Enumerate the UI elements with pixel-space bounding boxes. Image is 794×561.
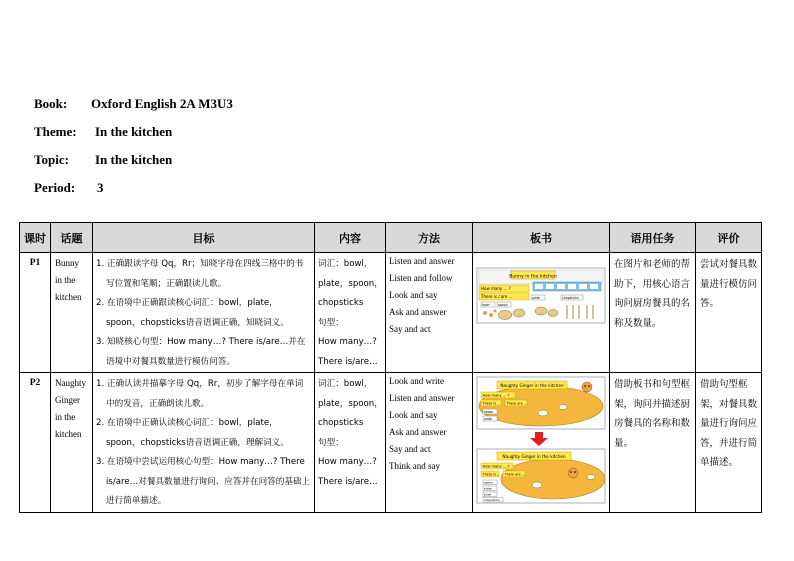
topic-line: Ginger <box>55 395 80 405</box>
board-image-p2 <box>473 373 609 507</box>
method-item: Look and say <box>389 410 438 420</box>
row-goals <box>93 373 315 513</box>
method-item: Listen and answer <box>389 393 455 403</box>
header-period: 课时 <box>20 223 51 253</box>
book-value: Oxford English 2A M3U3 <box>91 96 233 111</box>
header-board: 板书 <box>473 223 610 253</box>
topic-line: kitchen <box>55 292 82 302</box>
method-item: Listen and follow <box>389 273 453 283</box>
topic-line: in the <box>55 275 76 285</box>
table-header-row <box>20 223 762 253</box>
method-item: Say and act <box>389 444 431 454</box>
row-methods <box>386 373 473 513</box>
goal-item: 2. 在语境中正确认读核心词汇：bowl，plate，spoon，chopsticks语音语调正确，理解词义。 <box>96 418 289 448</box>
arrow-down-icon <box>530 432 548 446</box>
table-row <box>20 373 762 513</box>
goal-item: 1. 正确跟读字母 Qq，Rr；知晓字母在四线三格中的书写位置和笔顺；正确跟读儿歌。 <box>96 259 304 289</box>
row-task: 在图片和老师的帮助下，用核心语言询问厨房餐具的名称及数量。 <box>610 253 696 373</box>
method-item: Listen and answer <box>389 256 455 266</box>
board-banner-top: Naughty Ginger in the kitchen <box>500 383 564 388</box>
board-banner-bottom: Naughty Ginger in the kitchen <box>502 454 566 459</box>
method-item: Think and say <box>389 461 440 471</box>
method-item: Say and act <box>389 324 431 334</box>
topic-line: Bunny <box>55 258 80 268</box>
theme-label: Theme: <box>34 124 77 139</box>
board-word: spoon <box>498 303 508 307</box>
content-line: plate，spoon， <box>318 398 383 409</box>
period-value: 3 <box>97 180 104 195</box>
content-line: There is/are… <box>318 356 378 367</box>
row-content <box>315 373 386 513</box>
header-content: 内容 <box>315 223 386 253</box>
board-word: chopsticks <box>484 498 500 502</box>
goal-item: 3. 在语境中尝试运用核心句型：How many…? There is/are…对餐具数量进行询问、应答并在问答的基础上进行简单描述。 <box>96 457 311 506</box>
content-line: There is/are… <box>318 476 378 487</box>
board-word: plate <box>484 417 492 421</box>
table-row <box>20 253 762 373</box>
board-line1: How many … ? <box>481 286 511 291</box>
meta-book <box>34 96 233 112</box>
row-period: P2 <box>20 373 51 513</box>
header-goal: 目标 <box>93 223 315 253</box>
topic-line: kitchen <box>55 429 82 439</box>
row-topic <box>51 253 93 373</box>
board-line2: There is … <box>482 401 501 406</box>
goal-item: 1. 正确认读并描摹字母 Qq，Rr，初步了解字母在单词中的发音，正确朗读儿歌。 <box>96 379 304 409</box>
row-eval: 借助句型框架，对餐具数量进行询问应答，并进行简单描述。 <box>696 373 762 513</box>
board-word: bowl <box>484 492 492 497</box>
header-task: 语用任务 <box>610 223 696 253</box>
header-eval: 评价 <box>696 223 762 253</box>
content-line: How many…? <box>318 337 377 347</box>
book-label: Book: <box>34 96 68 111</box>
header-topic: 话题 <box>51 223 93 253</box>
board-word: chopsticks <box>562 296 579 300</box>
row-period: P1 <box>20 253 51 373</box>
board-line3: There are … <box>504 472 526 477</box>
content-line: 词汇：bowl， <box>318 379 373 389</box>
row-task: 借助板书和句型框架，询问并描述厨房餐具的名称和数量。 <box>610 373 696 513</box>
header-method: 方法 <box>386 223 473 253</box>
period-label: Period: <box>34 180 76 195</box>
board-banner: Bunny in the kitchen <box>509 274 557 280</box>
content-line: 词汇：bowl， <box>318 259 373 269</box>
board-line2: There is … <box>482 472 501 477</box>
board-image-p1 <box>473 253 609 367</box>
row-eval: 尝试对餐具数量进行模仿问答。 <box>696 253 762 373</box>
goal-item: 3. 知晓核心句型：How many…? There is/are…并在语境中对餐具数量进行模仿问答。 <box>96 337 306 367</box>
board-word: plate <box>532 296 541 300</box>
row-content <box>315 253 386 373</box>
topic-label: Topic: <box>34 152 69 167</box>
board-line2: There is / are … <box>481 294 513 299</box>
method-item: Look and say <box>389 290 438 300</box>
content-line: plate，spoon， <box>318 278 383 289</box>
row-board <box>473 373 610 513</box>
method-item: Look and write <box>389 376 444 386</box>
topic-value: In the kitchen <box>95 152 173 167</box>
board-line1: How many … ? <box>482 464 510 469</box>
content-line: 句型： <box>318 317 344 328</box>
board-line3: There are … <box>506 401 528 406</box>
method-item: Ask and answer <box>389 307 447 317</box>
board-word: bowl <box>482 303 490 307</box>
board-word: spoon <box>484 410 494 414</box>
topic-line: Naughty <box>55 378 86 388</box>
row-topic <box>51 373 93 513</box>
meta-theme <box>34 124 173 140</box>
row-board <box>473 253 610 373</box>
theme-value: In the kitchen <box>95 124 173 139</box>
content-line: 句型： <box>318 437 344 448</box>
method-item: Ask and answer <box>389 427 447 437</box>
content-line: chopsticks <box>318 418 364 428</box>
meta-topic <box>34 152 173 168</box>
board-line1: How many … ? <box>482 393 510 398</box>
board-word: plate <box>484 486 492 491</box>
row-goals <box>93 253 315 373</box>
cat-icon <box>582 382 592 392</box>
row-methods <box>386 253 473 373</box>
cat-icon <box>568 468 578 478</box>
topic-line: in the <box>55 412 76 422</box>
goal-item: 2. 在语境中正确跟读核心词汇：bowl，plate，spoon，chopsticks语音语调正确，知晓词义。 <box>96 298 289 328</box>
meta-period <box>34 180 104 196</box>
board-word: spoon <box>484 480 494 485</box>
content-line: chopsticks <box>318 298 364 308</box>
content-line: How many…? <box>318 457 377 467</box>
lesson-plan-table <box>19 222 762 513</box>
